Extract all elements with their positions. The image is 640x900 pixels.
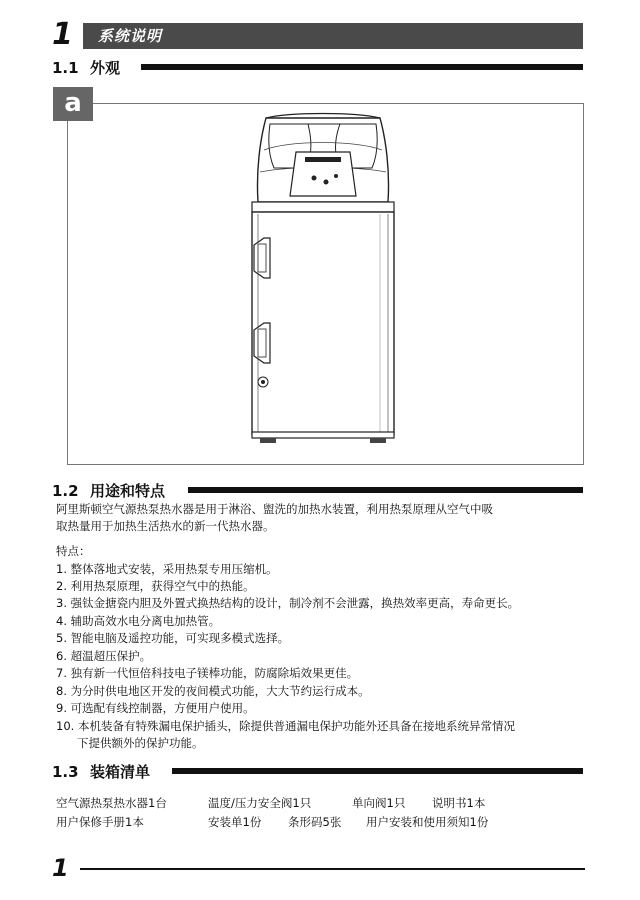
feature-item: 6. 超温超压保护。 <box>56 649 152 663</box>
page-number: 1 <box>52 854 69 882</box>
figure-label: a <box>53 87 93 121</box>
features-label: 特点： <box>56 544 91 558</box>
packing-item: 用户安装和使用须知1份 <box>366 815 489 829</box>
section-1-1-number: 1.1 <box>52 59 79 77</box>
packing-item: 说明书1本 <box>432 796 486 810</box>
section-1-3-number: 1.3 <box>52 763 79 781</box>
feature-item: 1. 整体落地式安装，采用热泵专用压缩机。 <box>56 562 278 576</box>
section-1-1-rule <box>141 64 583 70</box>
chapter-title: 系统说明 <box>98 27 163 45</box>
packing-item: 条形码5张 <box>288 815 342 829</box>
packing-item: 安装单1份 <box>208 815 262 829</box>
feature-item: 9. 可选配有线控制器，方便用户使用。 <box>56 701 255 715</box>
feature-item: 4. 辅助高效水电分离电加热管。 <box>56 614 221 628</box>
intro-line-1: 阿里斯顿空气源热泵热水器是用于淋浴、盥洗的加热水装置，利用热泵原理从空气中吸 <box>56 502 493 516</box>
feature-item: 5. 智能电脑及遥控功能，可实现多模式选择。 <box>56 631 290 645</box>
feature-item: 10. 本机装备有特殊漏电保护插头，除提供普通漏电保护功能外还具备在接地系统异常情况 <box>56 719 515 733</box>
section-1-2-rule <box>188 487 583 493</box>
heat-pump-water-heater-illustration <box>230 110 420 455</box>
section-1-3-rule <box>172 768 583 774</box>
footer-rule <box>80 868 585 870</box>
packing-item: 用户保修手册1本 <box>56 815 144 829</box>
chapter-number: 1 <box>52 17 73 52</box>
feature-item: 7. 独有新一代恒倍科技电子镁棒功能，防腐除垢效果更佳。 <box>56 666 359 680</box>
packing-item: 温度/压力安全阀1只 <box>208 796 312 810</box>
packing-item: 单向阀1只 <box>352 796 406 810</box>
intro-line-2: 取热量用于加热生活热水的新一代热水器。 <box>56 519 275 533</box>
section-1-2-title: 用途和特点 <box>90 482 166 500</box>
section-1-2-number: 1.2 <box>52 482 79 500</box>
section-1-3-title: 装箱清单 <box>90 763 151 781</box>
packing-item: 空气源热泵热水器1台 <box>56 796 167 810</box>
feature-item: 2. 利用热泵原理，获得空气中的热能。 <box>56 579 255 593</box>
feature-item: 8. 为分时供电地区开发的夜间模式功能，大大节约运行成本。 <box>56 684 370 698</box>
feature-item: 3. 强钛金搪瓷内胆及外置式换热结构的设计，制冷剂不会泄露，换热效率更高，寿命更长。 <box>56 596 520 610</box>
feature-item-continuation: 下提供额外的保护功能。 <box>77 736 204 750</box>
section-1-1-title: 外观 <box>90 59 121 77</box>
